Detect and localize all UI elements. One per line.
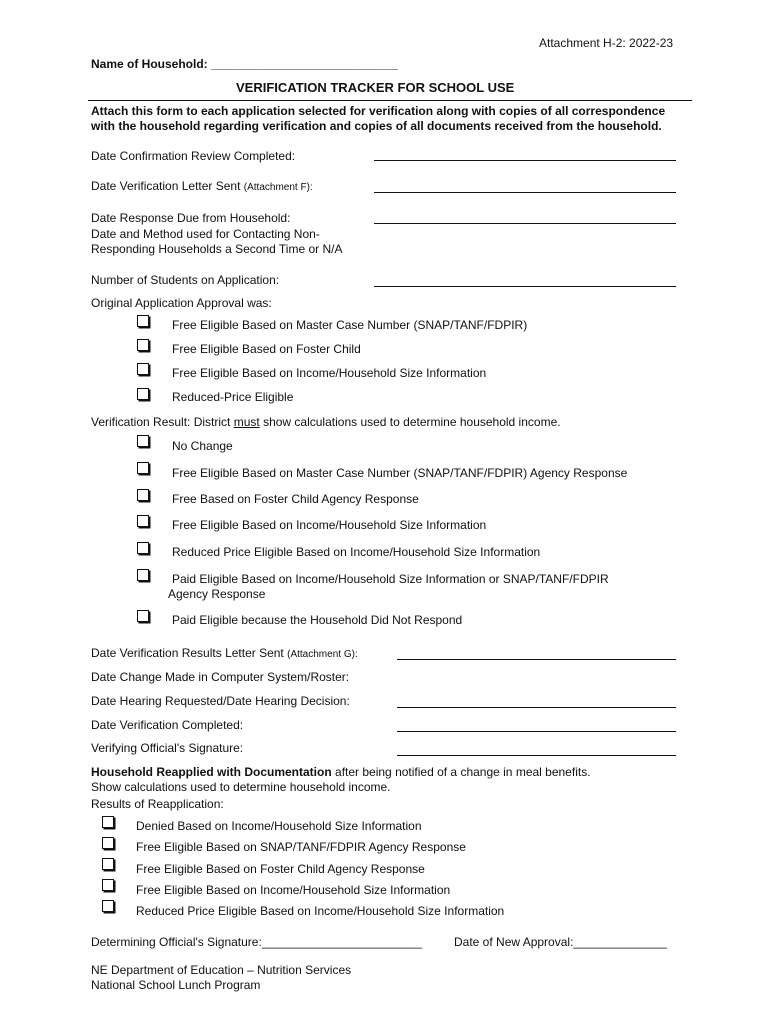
results-letter-field[interactable] [397,659,676,660]
reapply-results-label: Results of Reapplication: [91,797,224,811]
option-label: Free Eligible Based on Income/Household Size Information [172,366,487,380]
contact-method-label-1: Date and Method used for Contacting Non- [91,227,320,241]
response-due-label: Date Response Due from Household: [91,211,291,225]
checkbox[interactable] [137,610,149,622]
num-students-label: Number of Students on Application: [91,273,280,287]
option-label: Free Eligible Based on Master Case Number (SNAP/TANF/FDPIR) [172,318,528,332]
title-rule [88,100,692,101]
checkbox[interactable] [137,388,149,400]
letter-sent-label [91,179,313,193]
reapply-heading [91,765,591,779]
option-label: Free Eligible Based on SNAP/TANF/FDPIR Agency Response [136,840,466,854]
instructions-line-1: Attach this form to each application selected for verification along with copies of all correspondence [91,104,666,118]
checkbox[interactable] [137,435,149,447]
must-emphasis: must [233,415,260,429]
verifying-signature-label: Verifying Official's Signature: [91,741,244,755]
checkbox[interactable] [102,879,114,891]
checkbox[interactable] [137,489,149,501]
reapply-heading-rest: after being notified of a change in meal benefits. [331,765,591,779]
footer-program: National School Lunch Program [91,978,261,992]
original-approval-label: Original Application Approval was: [91,296,272,310]
checkbox[interactable] [137,515,149,527]
option-label: Denied Based on Income/Household Size Information [136,819,422,833]
checkbox[interactable] [137,542,149,554]
contact-method-label-2: Responding Households a Second Time or N/A [91,242,343,256]
reapply-heading-bold: Household Reapplied with Documentation [91,765,332,779]
option-label: Free Eligible Based on Foster Child Agency Response [136,862,425,876]
option-label: Paid Eligible because the Household Did Not Respond [172,613,463,627]
num-students-field[interactable] [374,286,676,287]
checkbox[interactable] [137,339,149,351]
option-label: Free Eligible Based on Foster Child [172,342,361,356]
change-made-label: Date Change Made in Computer System/Roster: [91,670,350,684]
attachment-label: Attachment H-2: 2022-23 [539,36,674,50]
confirmation-review-field[interactable] [374,160,676,161]
letter-sent-text: Date Verification Letter Sent [91,179,241,193]
option-label: Paid Eligible Based on Income/Household Size Information or SNAP/TANF/FDPIR [172,572,609,586]
option-label: Reduced Price Eligible Based on Income/Household Size Information [172,545,541,559]
option-label: Reduced-Price Eligible [172,390,294,404]
household-name-field[interactable]: Name of Household: ____________________________ [91,57,398,71]
hearing-label: Date Hearing Requested/Date Hearing Decision: [91,694,350,708]
checkbox[interactable] [137,315,149,327]
checkbox[interactable] [102,816,114,828]
option-label: No Change [172,439,233,453]
option-label: Free Eligible Based on Master Case Number (SNAP/TANF/FDPIR) Agency Response [172,466,628,480]
option-label: Reduced Price Eligible Based on Income/Household Size Information [136,904,505,918]
verification-result-label [91,415,561,429]
results-letter-text: Date Verification Results Letter Sent [91,646,284,660]
footer-department: NE Department of Education – Nutrition Services [91,963,352,977]
letter-sent-note: (Attachment F): [243,182,313,193]
checkbox[interactable] [137,462,149,474]
reapply-line-2: Show calculations used to determine household income. [91,780,391,794]
option-label: Free Based on Foster Child Agency Response [172,492,419,506]
response-due-field[interactable] [374,223,676,224]
verification-result-text-rest: show calculations used to determine household income. [259,415,561,429]
checkbox[interactable] [137,363,149,375]
option-label: Free Eligible Based on Income/Household Size Information [172,518,487,532]
verification-completed-label: Date Verification Completed: [91,718,244,732]
results-letter-label [91,646,358,660]
confirmation-review-label: Date Confirmation Review Completed: [91,149,296,163]
checkbox[interactable] [102,837,114,849]
hearing-field[interactable] [397,707,676,708]
letter-sent-field[interactable] [374,192,676,193]
new-approval-date-field[interactable]: Date of New Approval:______________ [454,935,667,949]
verification-result-text: Verification Result: District [91,415,234,429]
option-label: Free Eligible Based on Income/Household Size Information [136,883,451,897]
checkbox[interactable] [137,569,149,581]
instructions-line-2: with the household regarding verification and copies of all documents received from the household. [91,119,662,133]
checkbox[interactable] [102,900,114,912]
results-letter-note: (Attachment G): [287,649,358,660]
form-title: VERIFICATION TRACKER FOR SCHOOL USE [236,80,515,95]
verification-completed-field[interactable] [397,731,676,732]
verifying-signature-field[interactable] [397,755,676,756]
checkbox[interactable] [102,858,114,870]
option-label-continued: Agency Response [168,587,266,601]
determining-signature-field[interactable]: Determining Official's Signature:________________________ [91,935,422,949]
